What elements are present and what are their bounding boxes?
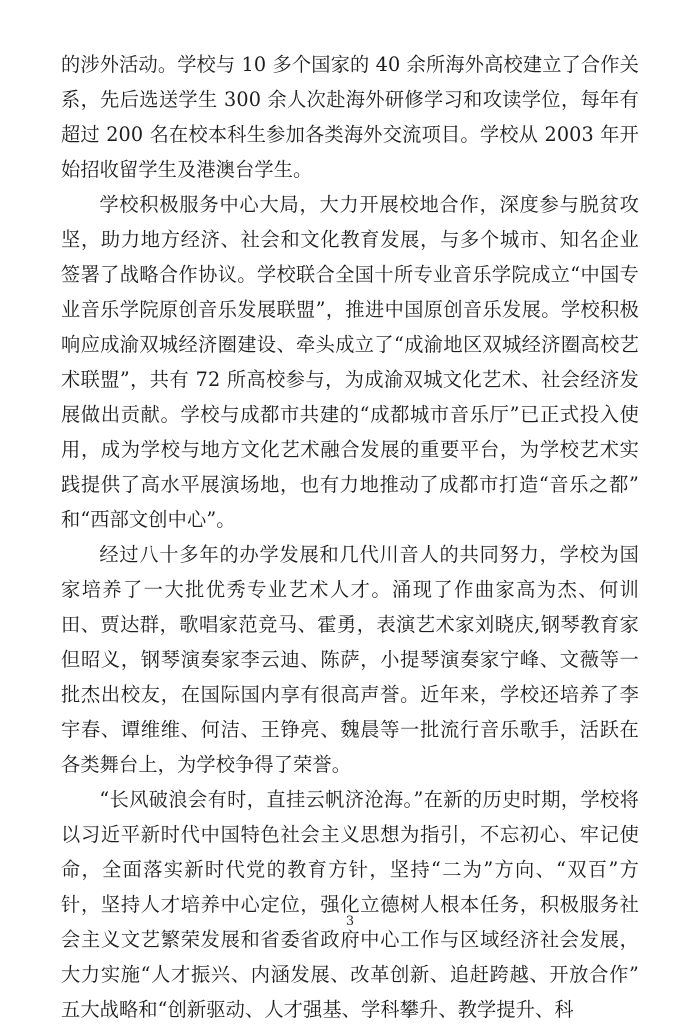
page-number: 3 bbox=[345, 914, 355, 929]
paragraph-social-service: 学校积极服务中心大局，大力开展校地合作，深度参与脱贫攻坚，助力地方经济、社会和文化教育发展，与多个城市、知名企业签署了战略合作协议。学校联合全国十所专业音乐学院成立“中国专业音乐学院原创音乐发展联盟”，推进中国原创音乐发展。学校积极响应成渝双城经济圈建设、牵头成立了“成渝地区双城经济圈高校艺术联盟”，共有 72 所高校参与，为成渝双城文化艺术、社会经济发展做出贡献。学校与成都市共建的“成都城市音乐厅”已正式投入使用，成为学校与地方文化艺术融合发展的重要平台，为学校艺术实践提供了高水平展演场地，也有力地推动了成都市打造“音乐之都”和“西部文创中心”。 bbox=[61, 193, 639, 531]
paragraph-foreign-exchange: 的涉外活动。学校与 10 多个国家的 40 余所海外高校建立了合作关系，先后选送学生 300 余人次赴海外研修学习和攻读学位，每年有超过 200 名在校本科生参加各类海外交流项目。学校从 2003 年开始招收留学生及港澳台学生。 bbox=[61, 53, 639, 181]
document-text-body bbox=[61, 47, 639, 1027]
paragraph-future-outlook: “长风破浪会有时，直挂云帆济沧海。”在新的历史时期，学校将以习近平新时代中国特色社会主义思想为指引，不忘初心、牢记使命，全面落实新时代党的教育方针，坚持“二为”方向、“双百”方针，坚持人才培养中心定位，强化立德树人根本任务，积极服务社会主义文艺繁荣发展和省委省政府中心工作与区域经济社会发展，大力实施“人才振兴、内涵发展、改革创新、追赶跨越、开放合作”五大战略和“创新驱动、人才强基、学科攀升、教学提升、科 bbox=[61, 788, 639, 1021]
paragraph-alumni: 经过八十多年的办学发展和几代川音人的共同努力，学校为国家培养了一大批优秀专业艺术人才。涌现了作曲家高为杰、何训田、贾达群，歌唱家范竞马、霍勇，表演艺术家刘晓庆,钢琴教育家但昭义，钢琴演奏家李云迪、陈萨，小提琴演奏家宁峰、文薇等一批杰出校友，在国际国内享有很高声誉。近年来，学校还培养了李宇春、谭维维、何洁、王铮亮、魏晨等一批流行音乐歌手，活跃在各类舞台上，为学校争得了荣誉。 bbox=[61, 543, 639, 776]
